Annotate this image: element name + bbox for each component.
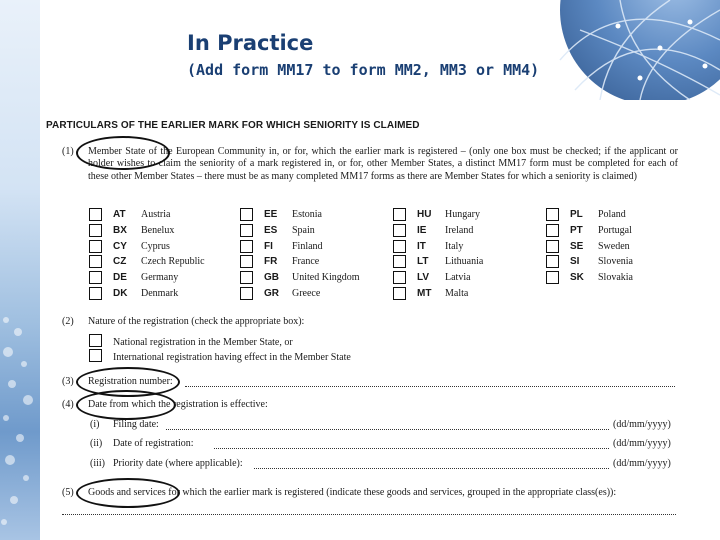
priority-date-field[interactable] <box>254 468 609 469</box>
country-code: SI <box>570 256 580 268</box>
country-code: GB <box>264 272 279 284</box>
slide-title: In Practice <box>187 31 314 55</box>
annotation-circle-goods-services <box>76 478 180 508</box>
country-name: Finland <box>292 240 323 252</box>
country-name: Spain <box>292 224 315 236</box>
country-name: Cyprus <box>141 240 170 252</box>
q2-number: (2) <box>62 316 74 327</box>
country-name: Slovenia <box>598 256 633 268</box>
checkbox-ie[interactable] <box>393 224 406 237</box>
country-code: HU <box>417 209 432 220</box>
checkbox-mt[interactable] <box>393 287 406 300</box>
checkbox-sk[interactable] <box>546 271 559 284</box>
country-code: DE <box>113 272 127 284</box>
checkbox-ee[interactable] <box>240 208 253 221</box>
country-name: France <box>292 256 320 268</box>
checkbox-fi[interactable] <box>240 240 253 253</box>
country-name: Italy <box>445 240 464 252</box>
q2-label: Nature of the registration (check the appropriate box): <box>88 316 305 327</box>
country-name: Malta <box>445 288 469 299</box>
country-code: CZ <box>113 256 127 268</box>
checkbox-es[interactable] <box>240 224 253 237</box>
checkbox-pt[interactable] <box>546 224 559 237</box>
country-name: Germany <box>141 272 179 284</box>
country-code: EE <box>264 209 278 220</box>
country-code: PT <box>570 224 583 236</box>
country-code: LT <box>417 256 429 268</box>
checkbox-bx[interactable] <box>89 224 102 237</box>
q4-label: Date from which the registration is effective: <box>88 399 268 410</box>
international-registration-label: International registration having effect in the Member State <box>113 352 351 363</box>
national-registration-label: National registration in the Member State, or <box>113 337 293 348</box>
country-name: Czech Republic <box>141 256 205 268</box>
country-code: SE <box>570 240 584 252</box>
filing-date-label: Filing date: <box>113 419 159 430</box>
country-code: IT <box>417 240 426 252</box>
checkbox-it[interactable] <box>393 240 406 253</box>
country-code: IE <box>417 224 427 236</box>
q3-number: (3) <box>62 376 74 387</box>
registration-date-format: (dd/mm/yyyy) <box>613 438 671 449</box>
checkbox-se[interactable] <box>546 240 559 253</box>
checkbox-hu[interactable] <box>393 208 406 221</box>
annotation-circle-member-state <box>76 136 170 170</box>
checkbox-lt[interactable] <box>393 255 406 268</box>
checkbox-si[interactable] <box>546 255 559 268</box>
country-code: AT <box>113 209 126 220</box>
checkbox-dk[interactable] <box>89 287 102 300</box>
country-name: Poland <box>598 209 626 220</box>
country-name: United Kingdom <box>292 272 360 284</box>
checkbox-fr[interactable] <box>240 255 253 268</box>
country-name: Denmark <box>141 288 179 299</box>
country-name: Portugal <box>598 224 632 236</box>
registration-date-number: (ii) <box>90 438 103 449</box>
filing-date-number: (i) <box>90 419 100 430</box>
country-code: PL <box>570 209 583 220</box>
country-code: FR <box>264 256 278 268</box>
country-name: Slovakia <box>598 272 633 284</box>
priority-date-format: (dd/mm/yyyy) <box>613 458 671 469</box>
goods-services-field[interactable] <box>62 514 676 515</box>
country-code: BX <box>113 224 127 236</box>
country-code: LV <box>417 272 430 284</box>
country-code: DK <box>113 288 128 299</box>
country-code: MT <box>417 288 432 299</box>
country-code: GR <box>264 288 279 299</box>
country-code: ES <box>264 224 278 236</box>
country-name: Lithuania <box>445 256 484 268</box>
registration-date-label: Date of registration: <box>113 438 194 449</box>
annotation-circle-effective-date <box>76 390 176 420</box>
priority-date-number: (iii) <box>90 458 105 469</box>
checkbox-de[interactable] <box>89 271 102 284</box>
checkbox-pl[interactable] <box>546 208 559 221</box>
national-registration-checkbox[interactable] <box>89 334 102 347</box>
checkbox-gb[interactable] <box>240 271 253 284</box>
q4-number: (4) <box>62 399 74 410</box>
country-name: Hungary <box>445 209 480 220</box>
registration-date-field[interactable] <box>214 448 609 449</box>
checkbox-gr[interactable] <box>240 287 253 300</box>
checkbox-at[interactable] <box>89 208 102 221</box>
filing-date-field[interactable] <box>166 429 609 430</box>
country-code: SK <box>570 272 584 284</box>
country-name: Sweden <box>598 240 630 252</box>
country-name: Latvia <box>445 272 471 284</box>
slide-subtitle: (Add form MM17 to form MM2, MM3 or MM4) <box>187 61 540 79</box>
filing-date-format: (dd/mm/yyyy) <box>613 419 671 430</box>
international-registration-checkbox[interactable] <box>89 349 102 362</box>
country-name: Ireland <box>445 224 474 236</box>
q5-label: Goods and services for which the earlier mark is registered (indicate these goods and services, grouped in the appropriate class(es)): <box>88 487 617 498</box>
country-name: Estonia <box>292 209 322 220</box>
form-heading: PARTICULARS OF THE EARLIER MARK FOR WHICH SENIORITY IS CLAIMED <box>46 120 420 131</box>
country-code: FI <box>264 240 273 252</box>
q1-number: (1) <box>62 146 74 157</box>
country-name: Benelux <box>141 224 175 236</box>
checkbox-lv[interactable] <box>393 271 406 284</box>
checkbox-cz[interactable] <box>89 255 102 268</box>
country-name: Austria <box>141 209 171 220</box>
checkbox-cy[interactable] <box>89 240 102 253</box>
q1-instructions: Member State of the European Community in, or for, which the earlier mark is registered – (only one box must be checked; if the applicant or holder wishes to claim the seniority of a mark registered in, or for, other Member States, a distinct MM17 form must be completed for each of these other Member States – there must be as many completed MM17 forms as there are Member States for which a seniority is claimed) <box>88 146 678 182</box>
priority-date-label: Priority date (where applicable): <box>113 458 243 469</box>
q5-number: (5) <box>62 487 74 498</box>
country-code: CY <box>113 240 127 252</box>
country-name: Greece <box>292 288 321 299</box>
registration-number-field[interactable] <box>185 386 675 387</box>
q3-label: Registration number: <box>88 376 173 387</box>
